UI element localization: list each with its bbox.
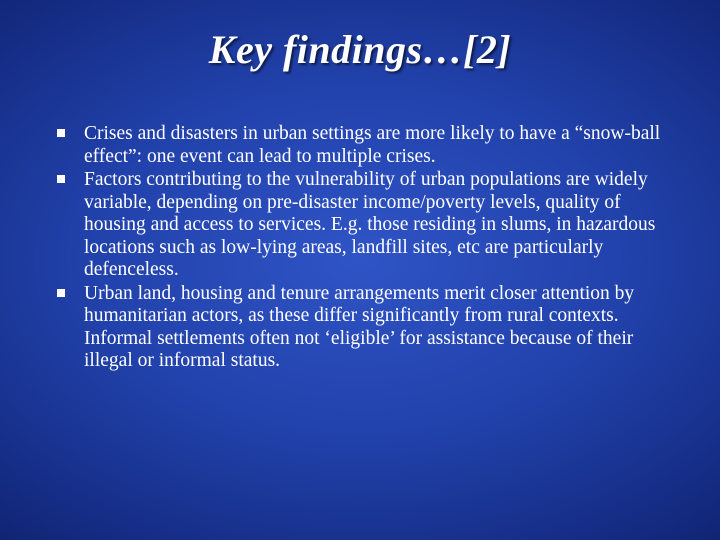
bullet-text: Urban land, housing and tenure arrangements merit closer attention by humanitarian actors, as these differ significantly from rural contexts. Informal settlements often not ‘eligible’ for assistance because of their illegal or informal status. [84,282,635,371]
bullet-text: Factors contributing to the vulnerability of urban populations are widely variable, depending on pre-disaster income/poverty levels, quality of housing and access to services. E.g. those residing in slums, in hazardous locations such as low-lying areas, landfill sites, etc are particularly defenceless. [84,169,656,280]
bullet-item [54,123,674,168]
bullet-item [54,283,674,373]
bullet-item [54,169,674,282]
square-bullet-icon [57,289,65,297]
bullet-list [54,123,674,374]
square-bullet-icon [57,175,65,183]
square-bullet-icon [57,129,65,137]
slide-title: Key findings…[2] [208,27,512,72]
bullet-text: Crises and disasters in urban settings are more likely to have a “snow-ball effect”: one event can lead to multiple crises. [84,123,661,167]
